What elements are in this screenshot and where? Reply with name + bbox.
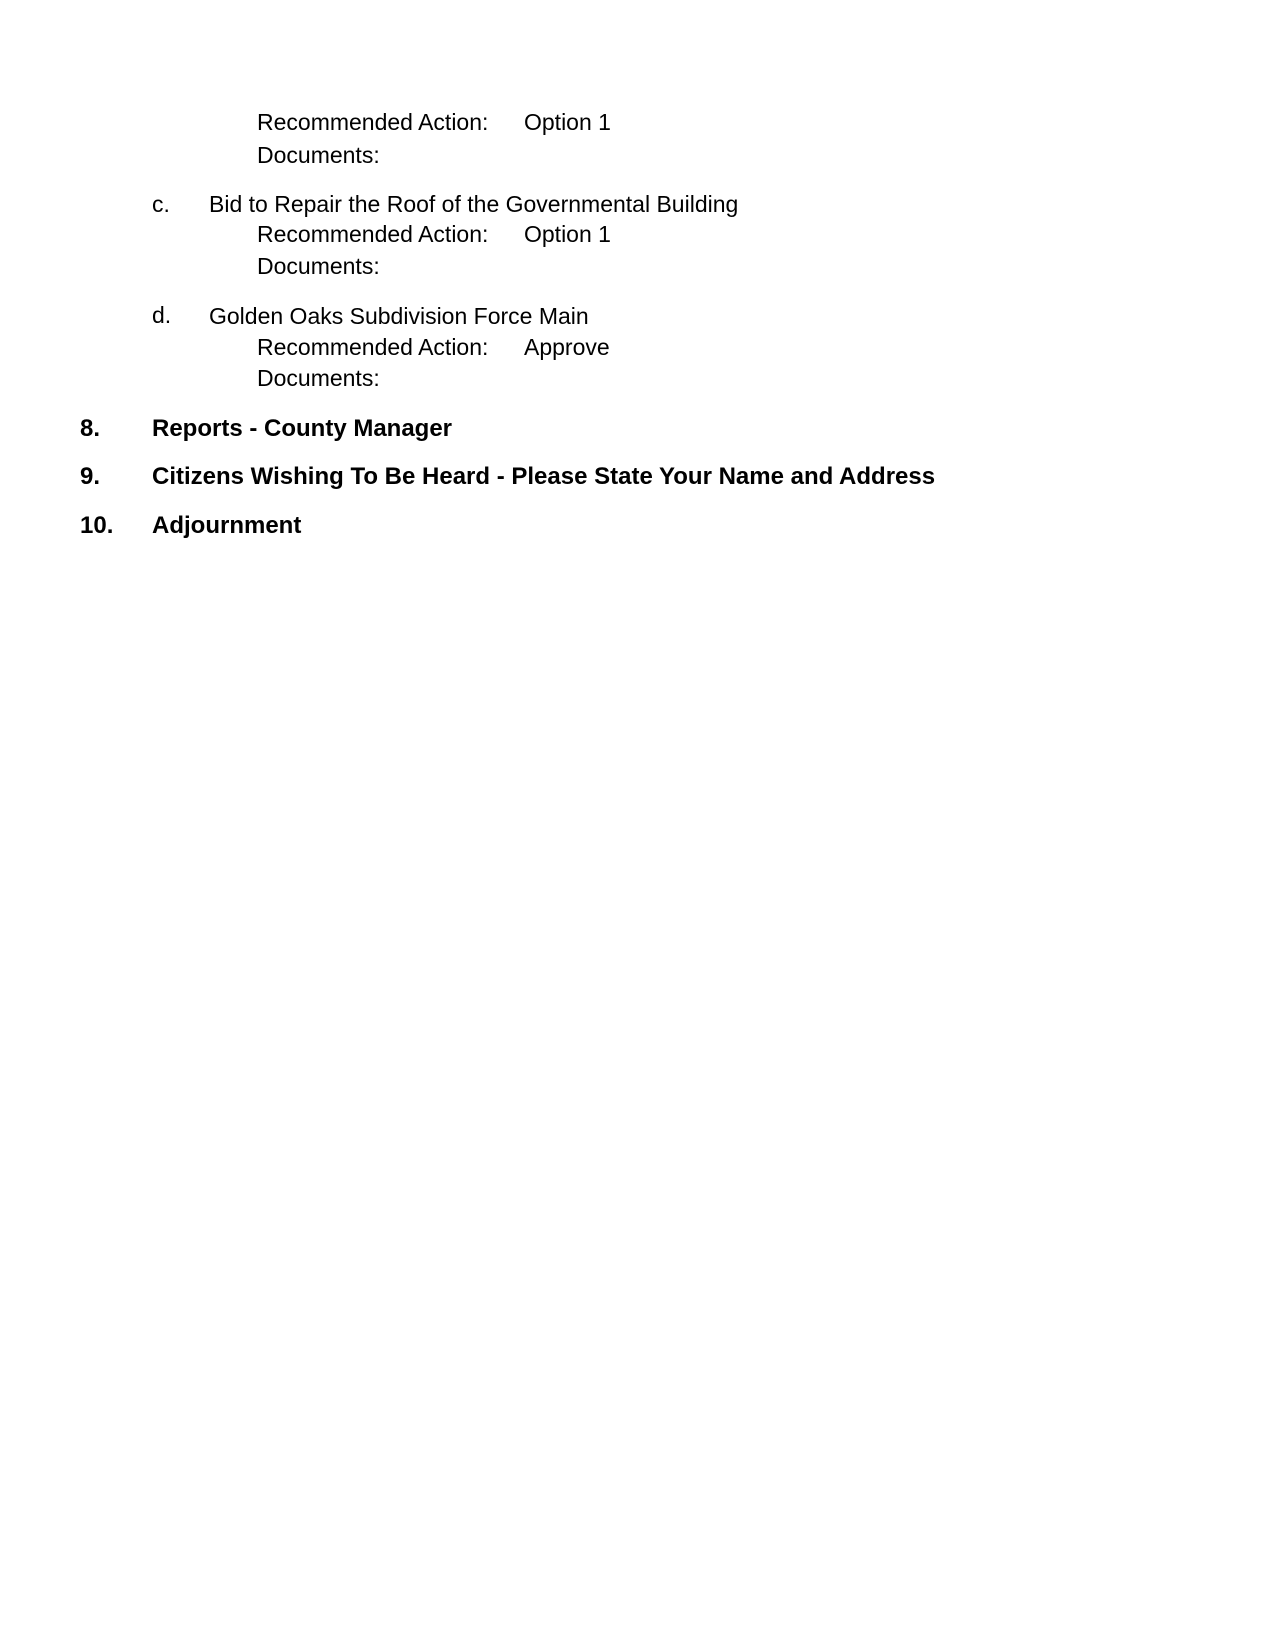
documents-label: Documents: [257, 253, 380, 279]
section-number: 10. [80, 512, 114, 539]
section-title: Adjournment [152, 512, 302, 539]
section-number: 8. [80, 415, 101, 442]
recommended-action-label: Recommended Action: [257, 334, 489, 360]
documents-label: Documents: [257, 142, 380, 168]
recommended-action-value: Approve [524, 334, 610, 360]
recommended-action-label: Recommended Action: [257, 221, 489, 247]
recommended-action-value: Option 1 [524, 221, 611, 247]
recommended-action-label: Recommended Action: [257, 109, 489, 135]
section-title: Citizens Wishing To Be Heard - Please State Your Name and Address [152, 463, 936, 490]
sub-item-letter: d. [152, 302, 172, 328]
documents-label: Documents: [257, 365, 380, 391]
recommended-action-value: Option 1 [524, 109, 611, 135]
sub-item-title: Golden Oaks Subdivision Force Main [209, 303, 589, 329]
section-number: 9. [80, 463, 101, 490]
sub-item-letter: c. [152, 191, 170, 217]
sub-item-title: Bid to Repair the Roof of the Governmental Building [209, 191, 739, 217]
section-title: Reports - County Manager [152, 415, 453, 442]
